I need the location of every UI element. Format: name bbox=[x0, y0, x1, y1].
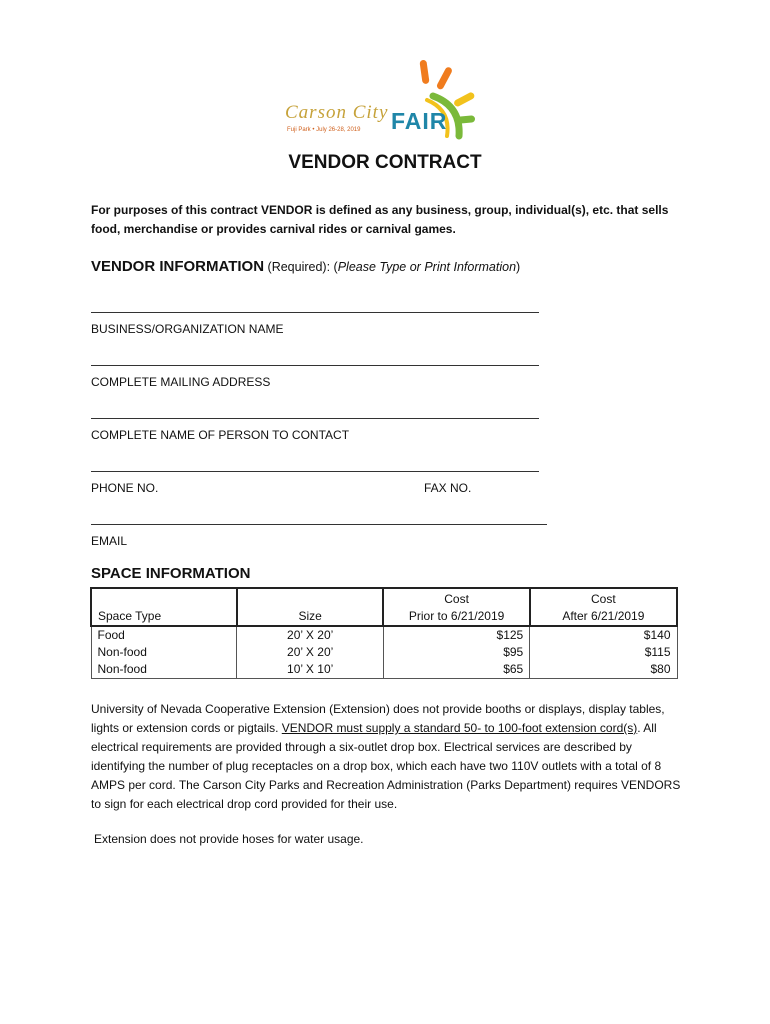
electrical-paragraph-part1: University of Nevada Cooperative Extension (Extension) does not provide booths or displays, display tables, lights or extension cords or pigtails. bbox=[91, 702, 665, 735]
contact-name-label: COMPLETE NAME OF PERSON TO CONTACT bbox=[91, 428, 350, 442]
logo-fair-text: FAIR bbox=[391, 108, 448, 134]
logo-subtitle: Fuji Park • July 26-28, 2019 bbox=[287, 127, 361, 133]
electrical-paragraph-part2: . All electrical requirements are provided through a six-outlet drop box. Electrical services are described by identifying the number of plug receptacles on a drop box, which each have two 110V outlets with a total of 8 AMPS per cord. The Carson City Parks and Recreation Administration (Parks Department) requires VENDORS to sign for each electrical drop cord provided for their use. bbox=[91, 721, 681, 811]
contact-name-field[interactable] bbox=[91, 418, 551, 442]
header-cost-prior bbox=[383, 588, 529, 626]
header-cost-after-line1: Cost bbox=[591, 592, 616, 606]
vendor-info-required: (Required): ( bbox=[264, 260, 338, 274]
vendor-info-heading-text: VENDOR INFORMATION bbox=[91, 258, 265, 275]
cell-cost-prior: $125 bbox=[383, 626, 529, 644]
cell-space-type: Non-food bbox=[91, 644, 237, 661]
header-space-type: Space Type bbox=[91, 588, 237, 626]
cell-size: 10’ X 10’ bbox=[237, 661, 384, 679]
logo-script-text: Carson City bbox=[285, 102, 389, 123]
phone-fax-field[interactable] bbox=[91, 471, 551, 495]
cell-cost-after: $80 bbox=[530, 661, 677, 679]
carson-city-fair-logo bbox=[283, 58, 493, 140]
header-cost-after bbox=[530, 588, 677, 626]
table-row bbox=[91, 644, 677, 661]
email-label: EMAIL bbox=[91, 534, 128, 548]
email-field[interactable] bbox=[91, 524, 551, 548]
vendor-info-close: ) bbox=[516, 260, 521, 274]
contact-name-line[interactable] bbox=[91, 418, 539, 419]
email-line[interactable] bbox=[91, 524, 547, 525]
cell-cost-prior: $95 bbox=[383, 644, 529, 661]
cell-size: 20’ X 20’ bbox=[237, 644, 384, 661]
header-cost-after-line2: After 6/21/2019 bbox=[562, 609, 645, 623]
electrical-paragraph bbox=[91, 700, 681, 814]
table-row bbox=[91, 661, 677, 679]
phone-fax-labels bbox=[91, 481, 551, 495]
cell-space-type: Food bbox=[91, 626, 237, 644]
mailing-address-line[interactable] bbox=[91, 365, 539, 366]
phone-fax-line[interactable] bbox=[91, 471, 539, 472]
mailing-address-label: COMPLETE MAILING ADDRESS bbox=[91, 375, 271, 389]
table-row bbox=[91, 626, 677, 644]
extension-cord-requirement: VENDOR must supply a standard 50- to 100-foot extension cord(s) bbox=[281, 721, 638, 735]
space-pricing-table bbox=[90, 587, 678, 679]
cell-space-type: Non-food bbox=[91, 661, 237, 679]
cell-size: 20’ X 20’ bbox=[237, 626, 384, 644]
phone-label: PHONE NO. bbox=[91, 481, 159, 495]
header-size: Size bbox=[237, 588, 384, 626]
document-title: VENDOR CONTRACT bbox=[288, 152, 482, 173]
header-cost-prior-line1: Cost bbox=[444, 592, 469, 606]
business-name-label: BUSINESS/ORGANIZATION NAME bbox=[91, 322, 284, 336]
mailing-address-field[interactable] bbox=[91, 365, 551, 389]
water-hose-paragraph: Extension does not provide hoses for water usage. bbox=[94, 832, 364, 846]
cell-cost-after: $115 bbox=[530, 644, 677, 661]
space-info-heading: SPACE INFORMATION bbox=[91, 565, 251, 582]
intro-paragraph: For purposes of this contract VENDOR is defined as any business, group, individual(s), etc. that sells food, merchandise or provides carnival rides or carnival games. bbox=[91, 203, 669, 236]
cell-cost-after: $140 bbox=[530, 626, 677, 644]
fax-label: FAX NO. bbox=[424, 481, 472, 495]
table-header-row bbox=[91, 588, 677, 626]
business-name-field[interactable] bbox=[91, 312, 551, 336]
header-cost-prior-line2: Prior to 6/21/2019 bbox=[408, 609, 505, 623]
cell-cost-prior: $65 bbox=[383, 661, 529, 679]
vendor-info-heading bbox=[91, 258, 691, 275]
vendor-info-instruction: Please Type or Print Information bbox=[337, 260, 517, 274]
business-name-line[interactable] bbox=[91, 312, 539, 313]
